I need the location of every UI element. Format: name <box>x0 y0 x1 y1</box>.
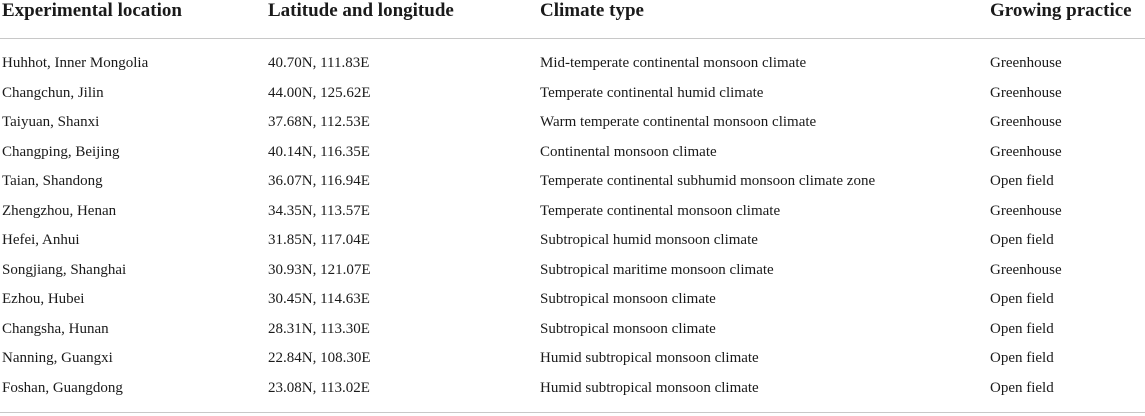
cell-location: Changchun, Jilin <box>2 84 104 101</box>
cell-climate-type: Subtropical monsoon climate <box>540 320 716 337</box>
cell-climate-type: Temperate continental monsoon climate <box>540 202 781 219</box>
cell-location: Taian, Shandong <box>2 173 103 190</box>
table-row <box>0 108 1145 138</box>
cell-coordinates: 28.31N, 113.30E <box>268 320 370 337</box>
cell-growing-practice: Greenhouse <box>990 143 1062 160</box>
table-row <box>0 226 1145 256</box>
cell-location: Ezhou, Hubei <box>2 291 85 308</box>
cell-climate-type: Humid subtropical monsoon climate <box>540 379 759 396</box>
table-bottom-rule <box>0 412 1145 413</box>
cell-location: Changping, Beijing <box>2 143 120 160</box>
cell-growing-practice: Open field <box>990 291 1054 308</box>
cell-coordinates: 36.07N, 116.94E <box>268 173 370 190</box>
cell-coordinates: 30.45N, 114.63E <box>268 291 370 308</box>
table-row <box>0 138 1145 168</box>
header-latitude-longitude: Latitude and longitude <box>265 0 540 39</box>
cell-coordinates: 37.68N, 112.53E <box>268 114 370 131</box>
table-row <box>0 167 1145 197</box>
table-row <box>0 344 1145 374</box>
cell-coordinates: 44.00N, 125.62E <box>268 84 371 101</box>
table-header <box>0 0 1145 49</box>
table-row <box>0 79 1145 109</box>
cell-growing-practice: Greenhouse <box>990 261 1062 278</box>
header-growing-practice: Growing practice <box>990 0 1145 39</box>
cell-climate-type: Temperate continental subhumid monsoon climate zone <box>540 173 876 190</box>
cell-coordinates: 23.08N, 113.02E <box>268 379 370 396</box>
cell-growing-practice: Open field <box>990 232 1054 249</box>
table-row <box>0 315 1145 345</box>
cell-growing-practice: Open field <box>990 173 1054 190</box>
table-row <box>0 285 1145 315</box>
table-row <box>0 49 1145 79</box>
cell-climate-type: Humid subtropical monsoon climate <box>540 350 759 367</box>
header-experimental-location: Experimental location <box>0 0 265 39</box>
cell-growing-practice: Greenhouse <box>990 84 1062 101</box>
table-body <box>0 49 1145 403</box>
header-climate-type: Climate type <box>540 0 990 39</box>
table-row <box>0 256 1145 286</box>
cell-location: Songjiang, Shanghai <box>2 261 127 278</box>
cell-location: Taiyuan, Shanxi <box>2 114 100 131</box>
cell-growing-practice: Open field <box>990 350 1054 367</box>
cell-climate-type: Mid-temperate continental monsoon climate <box>540 55 807 72</box>
cell-growing-practice: Greenhouse <box>990 202 1062 219</box>
header-row <box>0 0 1145 39</box>
cell-growing-practice: Greenhouse <box>990 114 1062 131</box>
cell-coordinates: 34.35N, 113.57E <box>268 202 370 219</box>
cell-coordinates: 22.84N, 108.30E <box>268 350 371 367</box>
cell-coordinates: 30.93N, 121.07E <box>268 261 371 278</box>
cell-location: Nanning, Guangxi <box>2 350 113 367</box>
cell-coordinates: 31.85N, 117.04E <box>268 232 370 249</box>
cell-location: Huhhot, Inner Mongolia <box>2 55 149 72</box>
cell-climate-type: Subtropical maritime monsoon climate <box>540 261 774 278</box>
cell-location: Foshan, Guangdong <box>2 379 123 396</box>
cell-climate-type: Subtropical monsoon climate <box>540 291 716 308</box>
cell-coordinates: 40.14N, 116.35E <box>268 143 370 160</box>
cell-location: Hefei, Anhui <box>2 232 80 249</box>
cell-climate-type: Continental monsoon climate <box>540 143 717 160</box>
cell-climate-type: Warm temperate continental monsoon climate <box>540 114 817 131</box>
cell-climate-type: Subtropical humid monsoon climate <box>540 232 758 249</box>
cell-growing-practice: Open field <box>990 320 1054 337</box>
cell-growing-practice: Open field <box>990 379 1054 396</box>
table-row <box>0 374 1145 404</box>
cell-coordinates: 40.70N, 111.83E <box>268 55 370 72</box>
cell-climate-type: Temperate continental humid climate <box>540 84 764 101</box>
cell-location: Changsha, Hunan <box>2 320 109 337</box>
table-row <box>0 197 1145 227</box>
cell-growing-practice: Greenhouse <box>990 55 1062 72</box>
cell-location: Zhengzhou, Henan <box>2 202 117 219</box>
